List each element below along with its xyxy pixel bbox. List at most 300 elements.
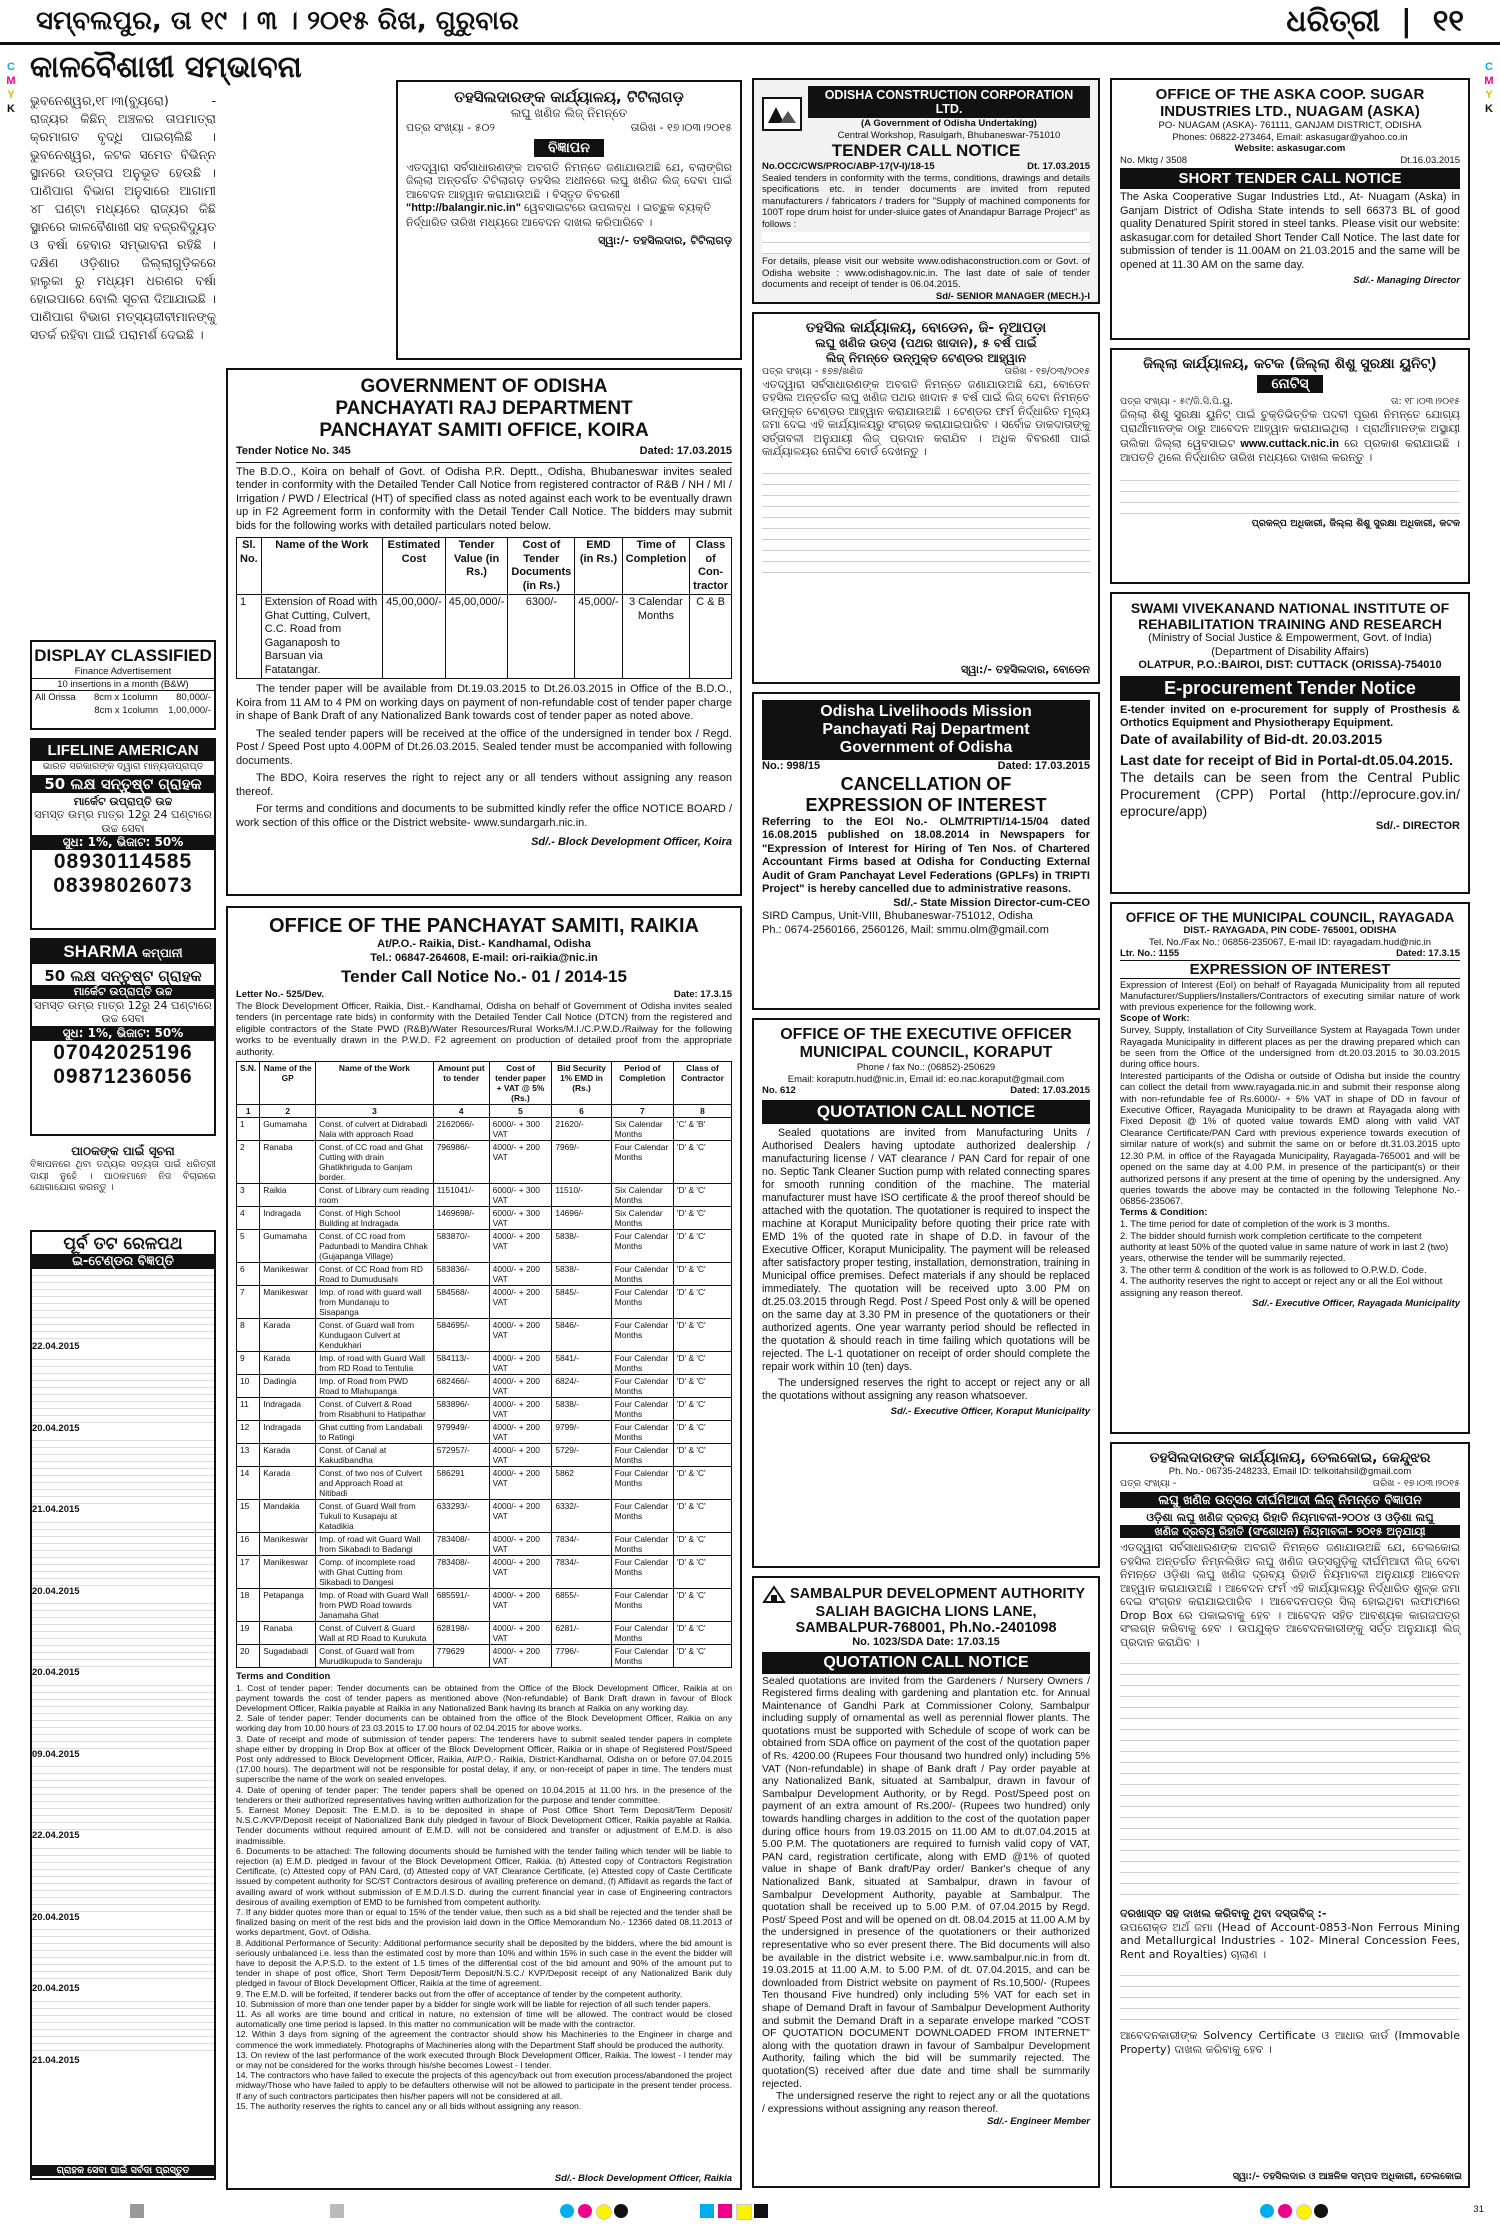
table-cell: 19: [237, 1622, 260, 1645]
col-header: Name of the GP: [260, 1062, 316, 1105]
aska-tender-ad: [1110, 78, 1470, 340]
raikia-term: 10. Submission of more than one tender paper by a bidder for single work will be liable for rejection of all such tender papers.: [236, 1998, 711, 2009]
table-cell: Indragada: [260, 1207, 316, 1230]
nuapada-body: ଏତଦ୍ୱାରା ସର୍ବସାଧାରଣଙ୍କ ଅବଗତି ନିମନ୍ତେ ଜଣାଯାଉଅଛି ଯେ, ବୋଡେନ ତହସିଲ ଅନ୍ତର୍ଗତ ଲଘୁ ଖଣିଜ ପଥର ଖାଦାନ ୫ ବର୍ଷ ପାଇଁ ଲିଜ୍ ଦେବା ନିମନ୍ତେ ଉନ୍ମୁକ୍ତ ଟେଣ୍ଡର ଆହ୍ୱାନ କରାଯାଉଅଛି । ଟେଣ୍ଡର ଫର୍ମ ନିର୍ଦ୍ଧାରିତ ମୂଲ୍ୟ ଜମା ଦେଇ ଏହି କାର୍ଯ୍ୟାଳୟରୁ ସଂଗ୍ରହ କରାଯାଇପାରିବ । ସର୍ବୋଚ୍ଚ ଡାକଦାତାଙ୍କୁ ସର୍ତ୍ତାବଳୀ ଅନୁଯାୟୀ ଲିଜ୍ ପ୍ରଦାନ କରାଯିବ । ଅଧିକ ବିବରଣୀ ପାଇଁ କାର୍ଯ୍ୟାଳୟର ନୋଟିସ ବୋର୍ଡ ଦେଖନ୍ତୁ ।: [762, 377, 1090, 458]
col-header: Name of the Work: [316, 1062, 434, 1105]
svnirtar-title-1: SWAMI VIVEKANAND NATIONAL INSTITUTE OF: [1130, 600, 1450, 616]
lifeline-sub: ଭାରତ ସରକାରଙ୍କ ଦ୍ୱାରା ମାନ୍ୟତାପ୍ରାପ୍ତ: [42, 761, 204, 772]
koira-title-3: PANCHAYAT SAMITI OFFICE, KOIRA: [319, 420, 649, 441]
koira-para-4: For terms and conditions and documents to be submitted kindly refer the office NOTICE BOARD / work section of this office or the District website- www.sundargarh.nic.in.: [236, 803, 732, 829]
sda-para-2: The undersigned reserve the right to reject any or all the quotations / expressions without assigning any reason thereof.: [762, 2091, 1090, 2115]
koira-works-table: [236, 537, 732, 679]
table-cell: 1151041/-: [433, 1184, 489, 1207]
raikia-term: 5. Earnest Money Deposit: The E.M.D. is to be deposited in shape of Post Office Short Term Deposit/Term Deposit/ N.S.C./KVP/Deposit receipt of Nationalized Bank duly pledged in favour of Block Development Officer, Raikia payable at Raikia. Tender documents without required amount of E.M.D. will not be considered and transfer or adjustment of E.M.D. is also inadmissible.: [236, 1804, 732, 1846]
sharma-tag: କମ୍ପାନୀ: [142, 946, 183, 960]
ecr-date-2: 21.04.2015: [32, 1504, 80, 1515]
table-row: [237, 1141, 732, 1184]
cmyk-k: K: [1485, 103, 1493, 115]
nuapada-text-placeholder: [762, 463, 1090, 573]
occ-tender-ad: [752, 78, 1100, 304]
ecr-text-block: [32, 1760, 214, 1830]
table-cell: 8: [237, 1319, 260, 1352]
ecr-date-5: 09.04.2015: [32, 1748, 80, 1760]
aska-refs: [1120, 155, 1460, 167]
table-cell: 14696/-: [552, 1207, 611, 1230]
lifeline-rate: ସୁଧ: 1%, ଭିଜାଟ: 50%: [32, 835, 214, 850]
ecr-text-block: [32, 1269, 214, 1341]
aska-sign: Sd/.- Managing Director: [1353, 275, 1460, 286]
rayagada-contact: Tel. No./Fax No.: 06856-235067, E-mail ID: rayagadam.hud@nic.in: [1148, 936, 1432, 948]
svnirtar-body: E-tender invited on e-procurement for supply of Prosthesis & Orthotics Equipment and Physiotherapy Equipment.: [1120, 703, 1460, 729]
table-cell: Manikeswar: [260, 1286, 316, 1319]
ecr-date-0: 22.04.2015: [32, 1341, 80, 1352]
table-cell: 6281/-: [552, 1622, 611, 1645]
table-cell: 5838/-: [552, 1398, 611, 1421]
telkoi-refs: [1120, 1478, 1460, 1490]
table-cell: 5841/-: [552, 1352, 611, 1375]
telkoi-date: ତାରିଖ - ୧୭।୦୩।୨୦୧୫: [1372, 1477, 1460, 1489]
raikia-term: 14. The contractors who have failed to execute the projects of this agency/back out from execution process/abandoned the project midway/Those who have failed to apply to be defaulters otherwise will not be allowed to participate in the present tender process. If any of such contractors participates then his/her papers will not be considered at all.: [236, 2070, 732, 2101]
table-cell: 4000/- + 200 VAT: [489, 1533, 552, 1556]
table-row: [237, 1421, 732, 1444]
nuapada-title: ତହସିଲ କାର୍ଯ୍ୟାଳୟ, ବୋଡେନ, ଜି- ନୂଆପଡ଼ା: [805, 320, 1047, 336]
sda-quotation-ad: [752, 1576, 1100, 2188]
table-cell: 'D' & 'C': [673, 1645, 731, 1668]
telkoi-contact: Ph. No.- 06735-248233, Email ID: telkoitahsil@gmail.com: [1168, 1466, 1412, 1477]
svnirtar-title-2: REHABILITATION TRAINING AND RESEARCH: [1138, 616, 1442, 632]
cuttack-body-wrap: [1120, 408, 1460, 466]
table-cell: 4000/- + 200 VAT: [489, 1645, 552, 1668]
table-cell: 11510/-: [552, 1184, 611, 1207]
rayagada-scope-title: Scope of Work:: [1120, 1012, 1190, 1024]
raikia-term: 13. On review of the last performance of the work executed through Block Development Officer, Raikia. The lowest - I tender may or may not be considered for the works through his/she becomes Lowest - I tender.: [236, 2049, 732, 2071]
table-cell: Const. of culvert at Didrabadi Nala with approach Road: [316, 1118, 434, 1141]
table-cell: Const. of Culvert & Road from Risabhuni to Hatipathar: [316, 1398, 434, 1421]
display-classified-ad: [30, 640, 216, 730]
table-row: [237, 1556, 732, 1589]
telkoi-docs-title: ଦରଖାସ୍ତ ସହ ଦାଖଲ କରିବାକୁ ଥିବା ଦସ୍ତାବିଜ୍ :-: [1120, 1907, 1327, 1920]
cuttack-title: ଜିଲ୍ଲା କାର୍ଯ୍ୟାଳୟ, କଟକ (ଜିଲ୍ଲା ଶିଶୁ ସୁରକ୍ଷା ୟୁନିଟ୍): [1143, 356, 1437, 372]
koraput-title-2: MUNICIPAL COUNCIL, KORAPUT: [799, 1044, 1053, 1061]
svnirtar-tender-ad: [1110, 592, 1470, 894]
table-cell: 45,000/-: [575, 595, 622, 679]
sharma-phone-1[interactable]: 07042025196: [53, 1040, 193, 1064]
table-cell: Sugadabadi: [260, 1645, 316, 1668]
table-cell: Const. of Guard wall from Kundugaon Culvert at Kendukhari: [316, 1319, 434, 1352]
titilagarh-subtitle: ଲଘୁ ଖଣିଜ ଲିଜ୍ ନିମନ୍ତେ: [510, 106, 628, 120]
table-cell: 2: [237, 1141, 260, 1184]
table-cell: Four Calendar Months: [611, 1286, 673, 1319]
table-cell: 1469698/-: [433, 1207, 489, 1230]
cmyk-k: K: [7, 103, 15, 115]
table-cell: Const. of CC Road from RD Road to Dumudusahi: [316, 1263, 434, 1286]
col-header: S.N.: [237, 1062, 260, 1105]
table-cell: Imp. of road with guard wall from Mundanaju to Sisapanga: [316, 1286, 434, 1319]
cuttack-date: ତା: ୧୮।୦୩।୨୦୧୫: [1390, 396, 1460, 407]
aska-title-2: INDUSTRIES LTD., NUAGAM (ASKA): [1160, 103, 1420, 120]
table-cell: 'D' & 'C': [673, 1533, 731, 1556]
cmyk-marks-right: [1482, 60, 1496, 116]
col-header: Bid Security 1% EMD in (Rs.): [552, 1062, 611, 1105]
telkoi-text-placeholder-2: [1120, 1965, 1460, 2025]
koira-title-2: PANCHAYATI RAJ DEPARTMENT: [335, 398, 633, 419]
table-cell: Four Calendar Months: [611, 1421, 673, 1444]
col-num: 3: [316, 1105, 434, 1118]
cuttack-refs: [1120, 396, 1460, 408]
cmyk-m: M: [6, 75, 16, 87]
aska-body: The Aska Cooperative Sugar Industries Ltd., At- Nuagam (Aska) in Ganjam District of Odisha State intends to sell 66373 BL of good quality Denatured Spirit stored in steel tanks. Please visit our website: askasugar.com for detailed Short Tender Call Notice. The last date for submission of tender is 11.00AM on 21.03.2015 and the same will be opened at 11.30 AM on the same day.: [1120, 191, 1460, 271]
table-cell: Four Calendar Months: [611, 1622, 673, 1645]
table-cell: 4000/- + 200 VAT: [489, 1622, 552, 1645]
olm-contact: Ph.: 0674-2560166, 2560126, Mail: smmu.olm@gmail.com: [762, 923, 1049, 936]
table-row: [237, 1375, 732, 1398]
table-cell: 4000/- + 200 VAT: [489, 1500, 552, 1533]
raikia-term: 12. Within 3 days from signing of the agreement the contractor should show his Machineries to the Engineer in charge and commence the work immediately. Photographs of Machineries along with the Department Staff should be produced the authority.: [236, 2029, 732, 2050]
rayagada-sign: Sd/.- Executive Officer, Rayagada Municipality: [1252, 1298, 1460, 1310]
aska-title-1: OFFICE OF THE ASKA COOP. SUGAR: [1155, 86, 1425, 103]
table-row: [237, 1286, 732, 1319]
table-cell: Six Calendar Months: [611, 1207, 673, 1230]
table-cell: 584695/-: [433, 1319, 489, 1352]
table-cell: Ranaba: [260, 1622, 316, 1645]
table-cell: 'D' & 'C': [673, 1556, 731, 1589]
table-cell: 6000/- + 300 VAT: [489, 1184, 552, 1207]
sda-header: [762, 1584, 1090, 1604]
koira-tender-no: Tender Notice No. 345: [236, 445, 351, 457]
titilagarh-website[interactable]: "http://balangir.nic.in": [406, 202, 521, 214]
ecr-date-8: 20.04.2015: [32, 1983, 80, 1994]
table-row: [237, 1352, 732, 1375]
east-coast-railway-ad: [30, 1230, 216, 2180]
telkoi-heading-2: ଓଡ଼ିଶା ଲଘୁ ଖଣିଜ ଦ୍ରବ୍ୟ ରିହାତି ନିୟମାବଳୀ-୨୦୦୪ ଓ ଓଡ଼ିଶା ଲଘୁ: [1146, 1511, 1434, 1524]
ecr-date-3: 20.04.2015: [32, 1585, 80, 1597]
olm-title-1: Odisha Livelihoods Mission: [820, 703, 1032, 720]
table-cell: 'D' & 'C': [673, 1352, 731, 1375]
telkoi-heading-1: ଲଘୁ ଖଣିଜ ଉତ୍ସର ଦୀର୍ଘମିଆଦୀ ଲିଜ୍ ନିମନ୍ତେ ବିଜ୍ଞାପନ: [1120, 1492, 1460, 1508]
raikia-tcn: Tender Call Notice No.- 01 / 2014-15: [341, 967, 627, 986]
yellow-swatch: [736, 2204, 752, 2220]
raikia-term: 9. The E.M.D. will be forfeited, if tenderer backs out from the offer of acceptance of tender by the competent authority.: [236, 1988, 683, 1999]
occ-header: [762, 86, 1090, 141]
table-cell: 685591/-: [433, 1589, 489, 1622]
koraput-para-1: Sealed quotations are invited from Manufacturing Units / Authorised Dealers having uptodate authorized dealership / manufacturing license / VAT clearance / PAN Card for repair of one no. Septic Tank Cleaner Suction pump with related connecting spares for smooth running condition of the machine. The material manufacturer must have ISO certificate & the proof thereof should be attached with the quotation. The quotationer is required to inspect the machine at Koraput Municipality before quoting their price rate with EMD 1% of the quoted rate in shape of D.D. in favour of the Executive Officer, Koraput Municipality. The payment will be released after satisfactory proper testing, installation, demonstration, training in Municipal office premises. Defect materials if any should be replaced immediately. The quotation will be received upto 3.00 PM on dt.25.03.2015 through Regd. Post / Speed Post only & will be opened on the same day at 3.30 PM in presence of the quotationers or their authorized agents. One year warranty period should be reflected in the quotation & should reach in time failing which quotations will be rejected. The L-1 quotationer on receipt of order should complete the repair work within 10 (ten) days.: [762, 1126, 1090, 1373]
col-num: 5: [489, 1105, 552, 1118]
table-cell: 17: [237, 1556, 260, 1589]
table-cell: 584113/-: [433, 1352, 489, 1375]
table-cell: 5845/-: [552, 1286, 611, 1319]
lifeline-ad: [30, 738, 216, 930]
occ-date: Dt. 17.03.2015: [1027, 161, 1090, 172]
table-cell: 2162066/-: [433, 1118, 489, 1141]
table-cell: Ghat cutting from Landabali to Ratingi: [316, 1421, 434, 1444]
magenta-swatch: [718, 2204, 732, 2218]
olm-cancellation-ad: [752, 692, 1100, 1010]
rayagada-body: Expression of Interest (EoI) on behalf of Rayagada Municipality from all reputed Manufacturer/Suppliers/Installers/Contractors of executing similar nature of work with previous experience for the following work.: [1120, 978, 1460, 1013]
aska-no: No. Mktg / 3508: [1120, 154, 1188, 166]
magenta-dot: [578, 2204, 592, 2218]
ecr-title: ପୂର୍ବ ତଟ ରେଳପଥ: [63, 1234, 183, 1254]
col-header: Cost of tender paper + VAT @ 5% (Rs.): [489, 1062, 552, 1105]
koira-refs: [236, 445, 732, 459]
table-cell: Imp. of Road from PWD Road to Mlahupanga: [316, 1375, 434, 1398]
table-cell: 6: [237, 1263, 260, 1286]
raikia-sign: Sd/.- Block Development Officer, Raikia: [554, 2172, 732, 2184]
koraput-no: No. 612: [762, 1085, 796, 1096]
koira-date: Dated: 17.03.2015: [639, 445, 732, 457]
olm-title-2: Panchayati Raj Department: [822, 721, 1030, 738]
col-num: 4: [433, 1105, 489, 1118]
table-cell: Const. of Canal at Kakudibandha: [316, 1444, 434, 1467]
table-cell: 4000/- + 200 VAT: [489, 1352, 552, 1375]
ecr-text-block: [32, 1842, 214, 1912]
table-cell: Comp. of incomplete road with Ghat Cutting from Sikabadi to Dangesi: [316, 1556, 434, 1589]
table-cell: 'D' & 'C': [673, 1207, 731, 1230]
col-header: Class of Con-tractor: [690, 538, 732, 595]
cuttack-sign: ପ୍ରକଳ୍ପ ଅଧିକାରୀ, ଜିଲ୍ଲା ଶିଶୁ ସୁରକ୍ଷା ଅଧିକାରୀ, କଟକ: [1251, 517, 1460, 529]
table-cell: 'D' & 'C': [673, 1421, 731, 1444]
raikia-terms-title: Terms and Condition: [236, 1671, 331, 1682]
koraput-refs: [762, 1085, 1090, 1097]
col-num: 8: [673, 1105, 731, 1118]
rayagada-scope: Survey, Supply, Installation of City Surveillance System at Rayagada Town under Rayagada Municipality in different places as per the drawing prepared which can be seen from the Office of the undersigned from dt.20.03.2015 to 30.03.2015 during office hours.: [1120, 1024, 1460, 1070]
occ-heading: [808, 86, 1090, 141]
col-header: Time of Completion: [622, 538, 689, 595]
olm-refs: [762, 760, 1090, 774]
dateline: ସମ୍ବଲପୁର, ତା ୧୯ । ୩ । ୨୦୧୫ ରିଖ, ଗୁରୁବାର: [36, 6, 519, 36]
rayagada-title-2: DIST.- RAYAGADA, PIN CODE- 765001, ODISHA: [1183, 925, 1397, 936]
table-row: [237, 1467, 732, 1500]
koira-tender-ad: [226, 368, 742, 896]
table-cell: 5: [237, 1230, 260, 1263]
raikia-term: 2. Sale of tender paper: Tender documents can be obtained from the office of the Block Development Officer, Raikia on any working day from 10.00 hours of 23.03.2015 to 17.00 hours of 02.04.2015 for above works.: [236, 1713, 732, 1734]
page-header: [0, 0, 1500, 45]
ecr-text-block: [32, 1353, 214, 1423]
table-cell: 6332/-: [552, 1500, 611, 1533]
table-cell: Const. of CC road and Ghat Cutting with drain Ghatikhriguda to Ganjam border.: [316, 1141, 434, 1184]
magenta-dot: [1278, 2204, 1292, 2218]
lifeline-phone-1[interactable]: 08930114585: [53, 850, 193, 873]
table-cell: 6000/- + 300 VAT: [489, 1118, 552, 1141]
lifeline-line3: ସମସ୍ତ ଉମ୍ର ମାତ୍ର 12ରୁ 24 ଘଣ୍ଟାରେ ଉଚ୍ଚ ସେବା: [34, 808, 212, 835]
table-cell: 3: [237, 1184, 260, 1207]
table-cell: 9: [237, 1352, 260, 1375]
table-row: [237, 1622, 732, 1645]
table-cell: Imp. of road wit Guard Wall from Sikabadi to Badangi: [316, 1533, 434, 1556]
ecr-text-block: [32, 1597, 214, 1667]
occ-logo-icon: [762, 97, 802, 131]
ecr-date-6: 22.04.2015: [32, 1830, 80, 1841]
titilagarh-notice-wrap: [406, 139, 732, 157]
table-cell: Six Calendar Months: [611, 1118, 673, 1141]
cuttack-notice-ad: [1110, 348, 1470, 584]
titilagarh-body2: ୱେବସାଇଟରେ ଉପଲବ୍ଧ । ଇଚ୍ଛୁକ ବ୍ୟକ୍ତି ନିର୍ଦ୍ଧାରିତ ତାରିଖ ମଧ୍ୟରେ ଆବେଦନ ଦାଖଲ କରିପାରିବେ ।: [406, 201, 712, 229]
cmyk-c: C: [1485, 61, 1493, 73]
yellow-dot: [596, 2204, 612, 2220]
koira-sign: Sd/.- Block Development Officer, Koira: [531, 836, 732, 848]
table-cell: 4000/- + 200 VAT: [489, 1467, 552, 1500]
koira-intro: The B.D.O., Koira on behalf of Govt. of Odisha P.R. Deptt., Odisha, Bhubaneswar invites sealed tender in conformity with the Detailed Tender Call Notice from registered contractor of R&B / NH / MI / Irrigation / PWD / Electrical (HT) of specified class as noted against each work to be eventually drawn up in F2 Agreement form in conformity with the Detail Tender Call Notice. The bidders may submit bids for the following works with detailed particulars noted below.: [236, 465, 732, 532]
table-cell: 586291: [433, 1467, 489, 1500]
sharma-line1: 50 ଲକ୍ଷ ସନ୍ତୁଷ୍ଟ ଗ୍ରାହକ: [44, 967, 202, 985]
table-cell: Const. of Guard wall from Murudikupuda to Sanderaju: [316, 1645, 434, 1668]
table-cell: Manikeswar: [260, 1263, 316, 1286]
table-cell: Six Calendar Months: [611, 1184, 673, 1207]
raikia-title: OFFICE OF THE PANCHAYAT SAMITI, RAIKIA: [268, 915, 700, 937]
right-column: [1110, 50, 1470, 2190]
black-dot: [1314, 2204, 1328, 2218]
table-cell: Manikeswar: [260, 1533, 316, 1556]
table-row: [237, 1398, 732, 1421]
table-row: [237, 1500, 732, 1533]
table-cell: 'D' & 'C': [673, 1467, 731, 1500]
sharma-ad: [30, 938, 216, 1136]
col-header: Sl. No.: [237, 538, 262, 595]
olm-date: Dated: 17.03.2015: [997, 760, 1090, 772]
col-header: Estimated Cost: [383, 538, 446, 595]
svnirtar-ministry: (Ministry of Social Justice & Empowerment, Govt. of India): [1148, 632, 1432, 644]
table-cell: 20: [237, 1645, 260, 1668]
table-cell: 1: [237, 595, 262, 679]
cmyk-c: C: [7, 61, 15, 73]
cuttack-notice: ନୋଟିସ୍: [1257, 375, 1322, 393]
koraput-phone: Phone / fax No.: (06852)-250629: [856, 1062, 996, 1073]
table-cell: 4000/- + 200 VAT: [489, 1589, 552, 1622]
raikia-intro: The Block Development Officer, Raikia, Dist.- Kandhamal, Odisha on behalf of Government of Odisha invites sealed tenders (in percentage rate bids) in conformity with the Detailed Tender Call Notice (DTCN) from the registered and eligible contractors of the State PWD (R&B)/Water Resources/Rural Works/M.I./C.P.W.D./Railway for the following works to be eventually drawn in the P.W.D. F2 agreement on production of detailed proof from the appropriate authority.: [236, 1000, 732, 1058]
titilagarh-refs: [406, 121, 732, 135]
table-cell: 12: [237, 1421, 260, 1444]
cuttack-body: ଜିଲ୍ଲା ଶିଶୁ ସୁରକ୍ଷା ୟୁନିଟ୍ ପାଇଁ ଚୁକ୍ତିଭିତ୍ତିକ ପଦବୀ ପୂରଣ ନିମନ୍ତେ ଯୋଗ୍ୟ ପ୍ରାର୍ଥୀମାନଙ୍କ ଠାରୁ ଆବେଦନ ଆହ୍ୱାନ କରାଯାଇଥିଲା । ପ୍ରାର୍ଥୀମାନଙ୍କ ଅସ୍ଥାୟୀ ତାଲିକା ଜିଲ୍ଲା ୱେବସାଇଟ: [1120, 407, 1460, 450]
table-cell: 'D' & 'C': [673, 1286, 731, 1319]
occ-sub: (A Government of Odisha Undertaking): [861, 118, 1037, 129]
nuapada-letter: ପତ୍ର ସଂଖ୍ୟା - ୫୭୭/ଖଣିଜ: [762, 366, 863, 377]
col-header: Period of Completion: [611, 1062, 673, 1105]
titilagarh-date: ତାରିଖ - ୧୭।୦୩।୨୦୧୫: [630, 121, 732, 134]
table-cell: Const. of CC road from Padunbadi to Mandira Chhak (Gujapanga Village): [316, 1230, 434, 1263]
titilagarh-body: ଏତଦ୍ୱାରା ସର୍ବସାଧାରଣଙ୍କ ଅବଗତି ନିମନ୍ତେ ଜଣାଯାଉଅଛି ଯେ, ବଲାଙ୍ଗିର ଜିଲ୍ଲା ଅନ୍ତର୍ଗତ ଟିଟିଲାଗଡ଼ ତହସିଲ ଅଧୀନରେ ଲଘୁ ଖଣିଜ ଲିଜ୍ ଦେବା ପାଇଁ ଆବେଦନ ଆହ୍ୱାନ କରାଯାଉଅଛି । ବିସ୍ତୃତ ବିବରଣୀ: [406, 160, 732, 201]
masthead-title: ଧରିତ୍ରୀ: [1286, 4, 1380, 39]
telkoi-docs: ଉପରୋକ୍ତ ଅର୍ଥ ଜମା (Head of Account-0853-Non Ferrous Mining and Metallurgical Industries - 102- Mineral Concession Fees, Rent and Royalties) ଚାଲାଣ ।: [1120, 1920, 1460, 1961]
center-right-column: [752, 50, 1100, 2190]
ecr-text-block: [32, 1995, 214, 2055]
table-row: [237, 1589, 732, 1622]
col-header: Tender Value (in Rs.): [445, 538, 508, 595]
table-cell: Four Calendar Months: [611, 1398, 673, 1421]
table-cell: 16: [237, 1533, 260, 1556]
display-classified-rates-label: 10 insertions in a month (B&W): [32, 678, 214, 692]
table-cell: 'D' & 'C': [673, 1500, 731, 1533]
table-cell: 7796/-: [552, 1645, 611, 1668]
table-cell: Petapanga: [260, 1589, 316, 1622]
rate-price-2: 1,00,000/-: [168, 704, 211, 716]
table-cell: 583836/-: [433, 1263, 489, 1286]
table-cell: 4000/- + 200 VAT: [489, 1421, 552, 1444]
sharma-phone-2[interactable]: 09871236056: [53, 1064, 193, 1088]
raikia-term: 1. Cost of tender paper: Tender documents can be obtained from the Office of the Block Development Officer, Raikia at on payment towards the cost of tender papers as mentioned above (Non-refundable) of Bank Draft drawn in favour of Block Development Officer, Raikia payable at Raikia in any Nationalized Bank having its branch at Raikia on any working day.: [236, 1682, 732, 1713]
olm-header: [762, 700, 1090, 760]
rate-size-2: 8cm x 1column: [94, 704, 159, 716]
table-cell: Karada: [260, 1352, 316, 1375]
table-cell: Four Calendar Months: [611, 1533, 673, 1556]
table-cell: 10: [237, 1375, 260, 1398]
table-cell: 'D' & 'C': [673, 1263, 731, 1286]
table-cell: 5862: [552, 1467, 611, 1500]
raikia-date: Date: 17.3.15: [673, 989, 732, 1000]
sda-notice: QUOTATION CALL NOTICE: [762, 1652, 1090, 1674]
ecr-footer: ଗ୍ରାହକ ସେବା ପାଇଁ ସର୍ବଦା ପ୍ରସ୍ତୁତ: [32, 2165, 214, 2177]
table-row: [237, 1207, 732, 1230]
table-row: [237, 1184, 732, 1207]
rayagada-eoi-ad: [1110, 902, 1470, 1434]
table-cell: Karada: [260, 1444, 316, 1467]
rayagada-term-3: 3. The other term & condition of the work is as followed to O.P.W.D. Code.: [1120, 1263, 1427, 1275]
table-cell: 5838/-: [552, 1263, 611, 1286]
page-code: 31: [1473, 2204, 1484, 2215]
table-cell: Gumamaha: [260, 1118, 316, 1141]
svnirtar-availability: Date of availability of Bid-dt. 20.03.2015: [1120, 730, 1383, 747]
table-cell: 'D' & 'C': [673, 1184, 731, 1207]
table-row: [237, 1263, 732, 1286]
svnirtar-address: OLATPUR, P.O.:BAIROI, DIST: CUTTACK (ORISSA)-754010: [1138, 659, 1442, 671]
raikia-term: 15. The authority reserves the rights to cancel any or all bids without assigning any reason.: [236, 2100, 582, 2111]
table-cell: 14: [237, 1467, 260, 1500]
occ-refs: [762, 161, 1090, 173]
occ-notice: TENDER CALL NOTICE: [831, 141, 1021, 160]
cyan-dot: [560, 2204, 574, 2218]
koraput-title-1: OFFICE OF THE EXECUTIVE OFFICER: [780, 1026, 1072, 1043]
koira-para-1: The tender paper will be available from Dt.19.03.2015 to Dt.26.03.2015 in Office of the B.D.O., Koira from 11 AM to 4 PM on working days on payment of non-refundable cost of tender paper charge in shape of Bank Draft of any Nationalized Bank towards cost of tender paper as noted above.: [236, 683, 732, 722]
reader-note-body: ବିଜ୍ଞାପନରେ ଥିବା ତଥ୍ୟର ସତ୍ୟତା ପାଇଁ ଧରିତ୍ରୀ ଦାୟୀ ନୁହେଁ । ପାଠକମାନେ ନିଜ ବିଚାରରେ ଯୋଗାଯୋଗ କରନ୍ତୁ ।: [30, 1159, 216, 1193]
telkoi-title: ତହସିଲଦାରଙ୍କ କାର୍ଯ୍ୟାଳୟ, ତେଲକୋଇ, କେନ୍ଦୁଝର: [1149, 1450, 1431, 1466]
table-cell: 7: [237, 1286, 260, 1319]
rayagada-terms-title: Terms & Condition:: [1120, 1206, 1208, 1218]
rayagada-body-2: Interested participants of the Odisha or outside of Odisha but inside the country can collect the detail from www.rayagada.nic.in and submit their response along with non-refundable fee of Rs.6000/- + 5% VAT in shape of DD in favour of Executive Officer, Rayagada Municipality to be drawn at Rayagada along with Fixed Deposit @ 1% of quoted value towards EMD along with valid VAT Clearance Certificate/PAN Card with previous experience towards execution of similar nature of work(s) and submit the same on or before dt.31.03.2015 upto 12.30 P.M. in office of the Rayagada Municipality, Rayagada-765001 and will be opened on the same day at 4.00 P.M. in presence of the participant(s) or their authorized persons if any present at the time of opening by the undersigned. Any queries towards the above may be contacted in the following Telephone No.- 06856-235067.: [1120, 1069, 1460, 1207]
table-cell: 779629: [433, 1645, 489, 1668]
table-cell: 4000/- + 200 VAT: [489, 1141, 552, 1184]
lifeline-line1: 50 ଲକ୍ଷ ସନ୍ତୁଷ୍ଟ ଗ୍ରାହକ: [32, 775, 214, 793]
table-cell: 18: [237, 1589, 260, 1622]
table-cell: 633293/-: [433, 1500, 489, 1533]
table-cell: 4: [237, 1207, 260, 1230]
occ-title: ODISHA CONSTRUCTION CORPORATION LTD.: [808, 86, 1090, 118]
center-left-column: [226, 50, 742, 2190]
aska-web[interactable]: Website: askasugar.com: [1234, 143, 1346, 154]
raikia-term: 3. Date of receipt and mode of submission of tender papers: The tenderers have to submit sealed tender papers in complete shape either by dropping in Drop Box at officer of the Block Development Officer, Raikia or in shape of Registered Post/Speed Post only addressed to Block Development Officer, Raikia, At/P.O.- Raikia, District-Kandhamal, Odisha on or before 07.04.2015 (17.00 hours). The department will not be responsible for postal delay, if any, or non-receipt of paper in time. The tenders must superscribe the name of the work on sealed envelopes.: [236, 1733, 732, 1785]
sda-body: Sealed quotations are invited from the Gardeners / Nursery Owners / Registered firms dealing with gardening and plantation etc. for Annual Maintenance of Gandhi Park at Commissioner Colony, Sambalpur including supply of ornamental as well as perennial flower plants. The quotations must be supported with Schedule of scope of work can be obtained from SDA office on payment of the cost of the quotation paper of Rs. 4200.00 (Rupees Four thousand two hundred only) including 5% VAT (Non-refundable) in shape of Bank draft / Pay order payable at any Nationalized Bank, situated at Sambalpur, drawn in favour of Sambalpur Development Authority, or by Regd. Post/Speed post on payment of an extra amount of Rs.200/- (Rupees two hundred) only towards handling charges in addition to the cost of the quotation paper during office hours from 19.03.2015 on 11.00 AM to dt.07.04.2015 at 5.00 P.M. The quotationers are required to furnish valid copy of VAT, PAN card, registration certificate, along with EMD @1% of quoted value in shape of Bank draft/Pay order/ Banker's cheque of any Nationalized Bank, situated at Sambalpur, drawn in favour of Sambalpur Development Authority, payable at Sambalpur. The quotation shall be received up to 5.00 P.M. of 07.04.2015 by Regd. Post/ Speed Post and will be opened on dt. 08.04.2015 at 11.00 A.M by the undersigned in presence of the quotationers or their authorized representative who so ever present there. The Bid documents will also be available in the district website i.e. www.sambalpur.nic.in from dt. 19.03.2015 at 11.00 A.M. to 5.00 P.M. of dt. 07.04.2015, and can be downloaded from District website on payment of Rs.10,500/- (Rupees Ten thousand Five hundred) only including 5% VAT for each set in shape of Demand Draft in favour of Sambalpur Development Authority and submit the Demand Draft in a separate envelope marked "COST OF QUOTATION DOCUMENT DOWNLOADED FROM INTERNET" along with the quotation drawn in favour of Sambalpur Development Authority, failing which the bid will be summarily rejected. The quotation(S) received after due date and time shall be summarily rejected.: [762, 1675, 1090, 2090]
lifeline-phone-2[interactable]: 08398026073: [53, 874, 193, 897]
table-cell: Four Calendar Months: [611, 1444, 673, 1467]
raikia-address: At/P.O.- Raikia, Dist.- Kandhamal, Odisha: [377, 938, 591, 950]
telkoi-heading-3: ଖଣିଜ ଦ୍ରବ୍ୟ ରିହାତି (ସଂଶୋଧନ) ନିୟମାବଳୀ- ୨୦୧୫ ଅନୁଯାୟୀ: [1120, 1525, 1460, 1539]
occ-table-placeholder: [762, 232, 1090, 254]
divider: [236, 462, 732, 463]
titilagarh-ad: [396, 80, 742, 360]
table-cell: Dadingia: [260, 1375, 316, 1398]
table-cell: Mandakia: [260, 1500, 316, 1533]
cuttack-website[interactable]: www.cuttack.nic.in: [1240, 437, 1339, 450]
ecr-text-block: [32, 1516, 214, 1586]
sda-no: No. 1023/SDA Date: 17.03.15: [852, 1636, 1000, 1648]
ecr-text-block: [32, 1434, 214, 1504]
table-cell: 979949/-: [433, 1421, 489, 1444]
table-cell: Four Calendar Months: [611, 1467, 673, 1500]
cmyk-y: Y: [7, 89, 15, 101]
table-header-row: [237, 1062, 732, 1105]
koraput-date: Dated: 17.03.2015: [1010, 1085, 1090, 1096]
occ-sign: Sd/- SENIOR MANAGER (MECH.)-I: [935, 290, 1090, 302]
table-cell: 783408/-: [433, 1556, 489, 1589]
table-cell: Four Calendar Months: [611, 1500, 673, 1533]
aska-phones: Phones: 06822-273464, Email: askasugar@yahoo.co.in: [1172, 131, 1408, 143]
